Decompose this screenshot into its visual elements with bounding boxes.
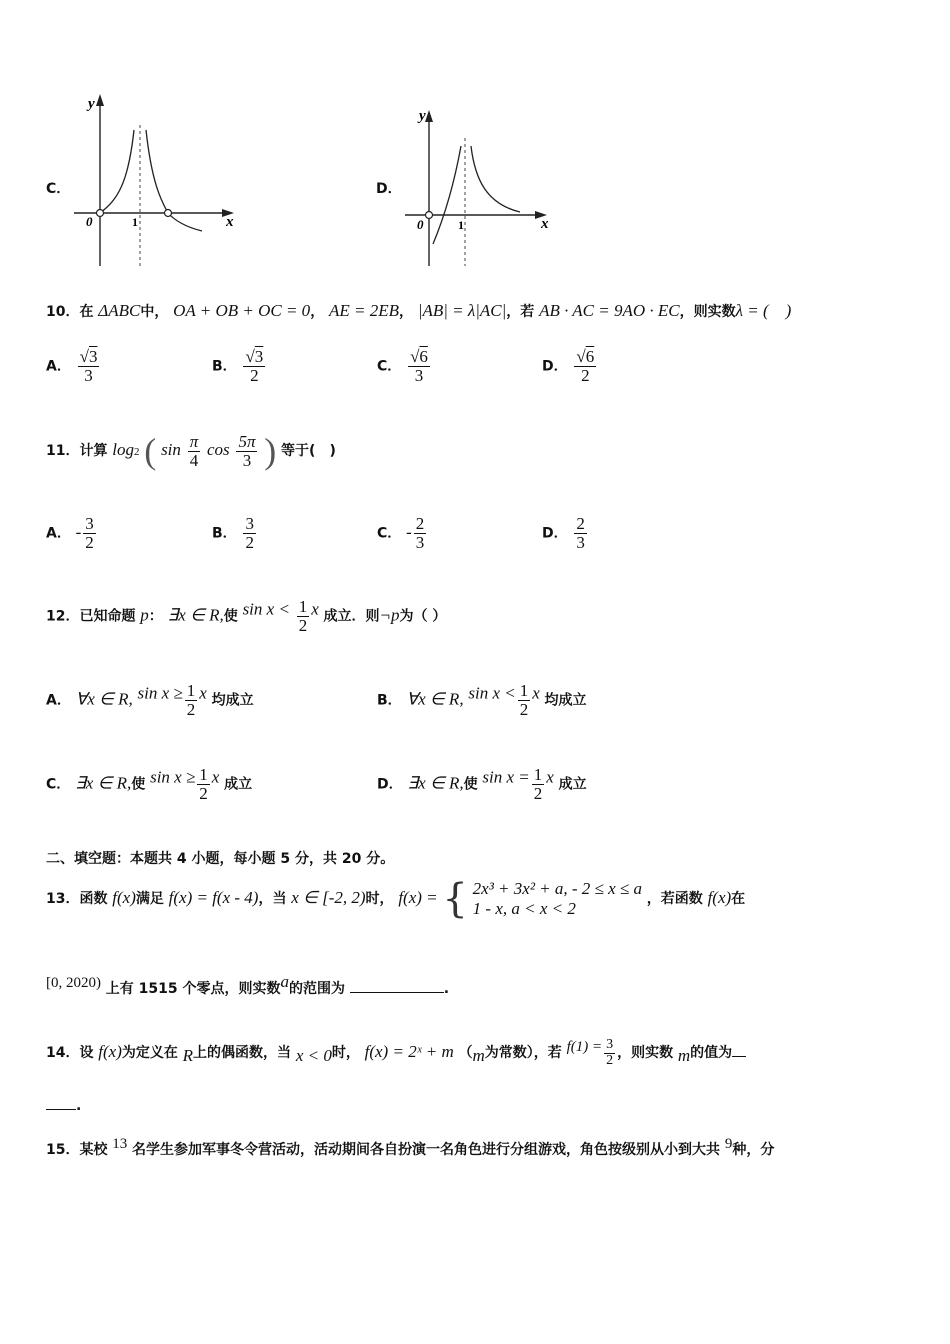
q11-option-a-label: A． — [46, 525, 71, 542]
q13-def: f(x) = — [398, 888, 438, 907]
question-13: 13．函数 f(x)满足 f(x) = f(x - 4)，当 x ∈ [-2, 2)时， f(x) = { 2x³ + 3x² + a, - 2 ≤ x ≤ a 1 - x, a < x < 2 ，若函数 f(x)在 — [46, 876, 746, 922]
q11-option-d-label: D． — [542, 525, 568, 542]
q10-sep2: ， — [398, 304, 413, 320]
graph-c — [62, 90, 247, 270]
q10-option-a-value: $\frac{√3}{3}$ — [79, 347, 98, 385]
q12-tail: 为（ ） — [399, 608, 447, 625]
q11-frac-pi4: $\frac{\pi}{4}$ — [189, 431, 199, 470]
q12-option-a[interactable]: A． ∀x ∈ R, sin x ≥ $\frac{1}{2}$ x 均成立 — [46, 681, 254, 719]
graph-c-x-label: x — [226, 214, 234, 230]
q11-log: log — [112, 440, 134, 459]
q12-exists: ∃x ∈ R, — [167, 605, 224, 625]
q13-case1: 2x³ + 3x² + a, - 2 ≤ x ≤ a — [472, 879, 643, 898]
q10-option-c-label: C． — [377, 358, 402, 375]
option-c-label: C． — [46, 181, 71, 197]
q14-answer-blank-1[interactable] — [732, 1056, 746, 1057]
question-14: 14．设 f(x)为定义在 R上的偶函数，当 x < 0时， f(x) = 2ˣ + m （m为常数），若 f(1) = $\frac{3}{2}$ ，则实数 m的值为 — [46, 1038, 746, 1068]
q10-option-a[interactable] — [46, 348, 101, 385]
q11-option-c-label: C． — [377, 525, 402, 542]
graph-d-origin-point — [426, 212, 433, 219]
q12-number: 12． — [46, 608, 80, 625]
q11-option-b[interactable] — [212, 515, 258, 552]
q10-mid: 中， — [140, 304, 169, 320]
q13-case2: 1 - x, a < x < 2 — [472, 899, 576, 918]
q12-option-d[interactable]: D． ∃x ∈ R,使 sin x = $\frac{1}{2}$ x 成立 — [377, 765, 587, 803]
q10-ask2: λ = ( ) — [735, 301, 792, 320]
graph-c-left-branch — [100, 130, 134, 213]
question-15: 15．某校 13 名学生参加军事冬令营活动，活动期间各自扮演一名角色进行分组游戏，角色按级别从小到大共 9种，分 — [46, 1136, 775, 1158]
q11-option-c-value: $\frac{2}{3}$ — [415, 514, 425, 552]
q11-option-b-value: $\frac{3}{2}$ — [245, 514, 254, 552]
graph-c-origin-label: 0 — [86, 214, 93, 229]
q11-cos: cos — [207, 440, 230, 459]
q11-paren-open: ( — [144, 431, 157, 471]
q10-lead: 在 — [79, 304, 94, 320]
q11-option-d-value: $\frac{2}{3}$ — [576, 514, 585, 552]
q10-cond3: |AB| = λ|AC| — [417, 301, 507, 320]
q12-holds: 成立．则 — [323, 608, 380, 625]
q11-option-a-value: $\frac{3}{2}$ — [85, 514, 94, 552]
q13-cases — [473, 879, 642, 919]
graph-d-right-branch — [471, 146, 520, 212]
q10-option-c[interactable] — [377, 348, 432, 385]
q13-brace: { — [442, 876, 468, 922]
q13-domain: x ∈ [-2, 2) — [291, 888, 366, 907]
q10-option-d[interactable] — [542, 348, 598, 385]
q14-answer-blank-2[interactable] — [46, 1109, 76, 1110]
q11-frac-5pi3: $\frac{5\pi}{3}$ — [238, 431, 256, 470]
section-2-title: 二、填空题：本题共 4 小题，每小题 5 分，共 20 分。 — [46, 851, 395, 867]
q10-if: ，若 — [506, 304, 535, 320]
graph-d-y-arrow — [425, 110, 433, 122]
graph-d-x-label: x — [541, 216, 549, 232]
q11-option-b-label: B． — [212, 525, 237, 542]
q10-cond1: OA + OB + OC = 0 — [173, 301, 311, 320]
q13-interval: [0, 2020) — [46, 975, 101, 991]
q11-sin: sin — [161, 440, 181, 459]
q12-lead: 已知命题 — [79, 608, 136, 625]
q10-cond2: AE = 2EB — [328, 301, 399, 320]
q10-option-a-label: A． — [46, 358, 71, 375]
graph-d-left-branch — [433, 146, 461, 244]
q13-line-2: [0, 2020) 上有 1515 个零点，则实数a的范围为 . — [46, 972, 450, 997]
q12-p: p — [140, 605, 149, 625]
q11-tail: 等于( ) — [281, 443, 336, 459]
q11-option-d[interactable] — [542, 515, 589, 552]
q12-frac-half: $\frac{1}{2}$ — [298, 597, 308, 635]
graph-d-y-label: y — [419, 108, 426, 124]
q10-option-d-value: $\frac{√6}{2}$ — [576, 347, 595, 385]
graph-c-tick-label: 1 — [132, 215, 138, 229]
question-11 — [46, 430, 336, 472]
q13-answer-blank[interactable] — [350, 992, 444, 993]
q11-log-base: 2 — [134, 446, 140, 458]
q14-line-2: . — [46, 1096, 81, 1114]
graph-c-zero-point — [165, 210, 172, 217]
q12-notp: ¬p — [379, 605, 400, 625]
q10-sep1: ， — [310, 304, 325, 320]
question-10 — [46, 296, 791, 321]
graph-c-right-branch — [146, 130, 202, 231]
q10-option-b-label: B． — [212, 358, 237, 375]
graph-d-tick-label: 1 — [458, 218, 464, 232]
graph-c-y-arrow — [96, 94, 104, 106]
q11-option-a[interactable]: A． - $\frac{3}{2}$ — [46, 514, 94, 552]
graph-d-origin-label: 0 — [417, 217, 424, 232]
q10-option-b-value: $\frac{√3}{2}$ — [245, 347, 264, 385]
q11-lead: 计算 — [79, 443, 108, 459]
q10-number: 10． — [46, 304, 80, 320]
q11-number: 11． — [46, 443, 80, 459]
q13-eq: f(x) = f(x - 4) — [168, 888, 259, 907]
q11-option-c[interactable]: C． - $\frac{2}{3}$ — [377, 514, 425, 552]
option-d-label: D． — [376, 181, 402, 197]
q10-triangle: ΔABC — [98, 301, 141, 320]
q10-option-b[interactable] — [212, 348, 267, 385]
q12-option-b[interactable]: B． ∀x ∈ R, sin x < $\frac{1}{2}$ x 均成立 — [377, 681, 587, 719]
question-12: 12．已知命题 p： ∃x ∈ R,使 sin x < $\frac{1}{2}$ x 成立．则¬p为（ ） — [46, 597, 447, 635]
q12-sinx: sin x < — [242, 599, 290, 619]
q10-option-d-label: D． — [542, 358, 568, 375]
graph-c-y-label: y — [88, 96, 95, 112]
graph-d — [395, 100, 560, 270]
q10-ask: ，则实数 — [679, 304, 736, 320]
q11-paren-close: ) — [264, 431, 277, 471]
q10-cond4: AB · AC = 9AO · EC — [539, 301, 680, 320]
graph-c-origin-point — [97, 210, 104, 217]
q12-option-c[interactable]: C． ∃x ∈ R,使 sin x ≥ $\frac{1}{2}$ x 成立 — [46, 765, 253, 803]
q10-option-c-value: $\frac{√6}{3}$ — [410, 347, 428, 385]
